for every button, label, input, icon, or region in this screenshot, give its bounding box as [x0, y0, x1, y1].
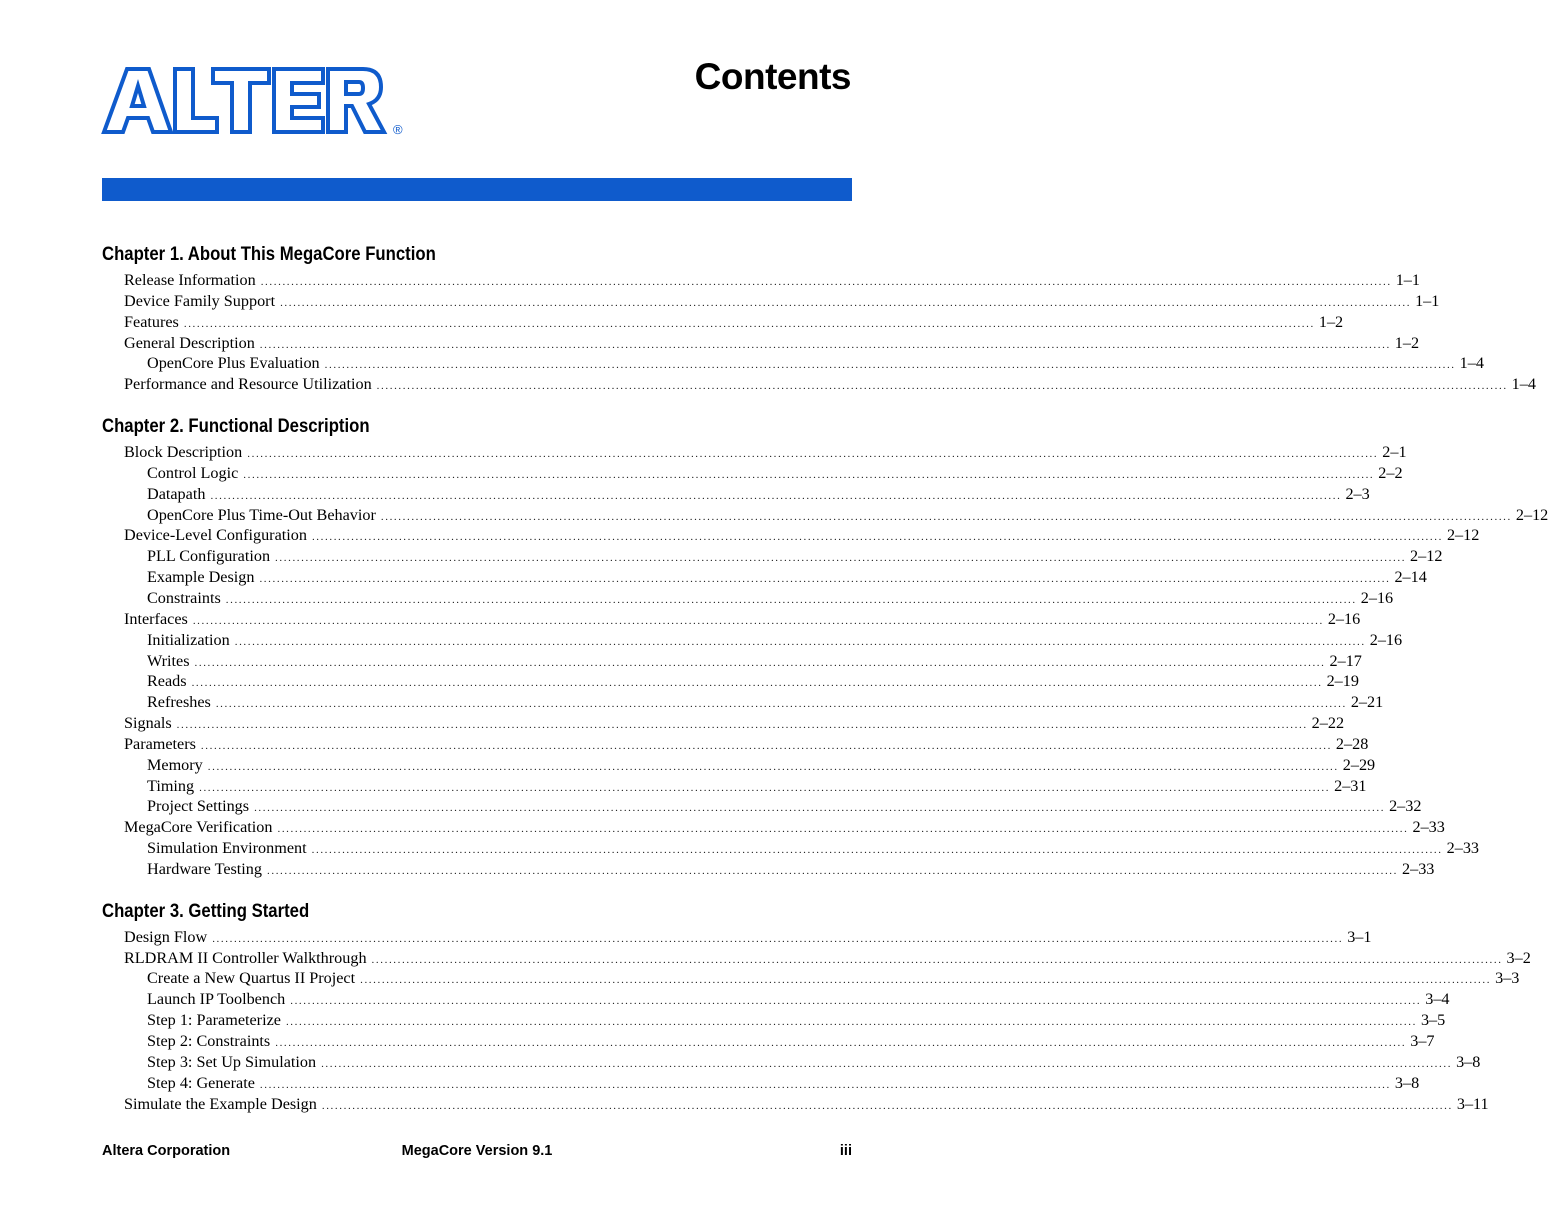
dot-leader: ....................................................................................................................................................................................................................................................................	[247, 448, 1379, 461]
toc-entry-page: 3–1	[1347, 927, 1372, 946]
toc-entry[interactable]	[102, 671, 1359, 692]
toc-entry[interactable]	[102, 270, 1420, 291]
dot-leader: ....................................................................................................................................................................................................................................................................	[275, 1037, 1407, 1049]
toc-entry[interactable]	[102, 312, 1344, 333]
toc-entry[interactable]	[102, 755, 1376, 776]
dot-leader: ....................................................................................................................................................................................................................................................................	[371, 953, 1503, 966]
toc-entry-label: Simulation Environment	[147, 839, 307, 858]
dot-leader: ....................................................................................................................................................................................................................................................................	[311, 844, 1443, 857]
toc-entry[interactable]	[102, 838, 1479, 859]
toc-entry-page: 2–32	[1389, 797, 1422, 816]
toc-entry-page: 1–1	[1415, 291, 1440, 310]
dot-leader: ....................................................................................................................................................................................................................................................................	[210, 489, 1342, 502]
toc-entry[interactable]	[102, 1052, 1481, 1073]
toc-entry-label: General Description	[124, 333, 255, 352]
toc-entry[interactable]	[102, 734, 1369, 755]
registered-mark: ®	[393, 122, 403, 137]
toc-entry-label: Control Logic	[147, 463, 239, 482]
dot-leader: ....................................................................................................................................................................................................................................................................	[192, 614, 1324, 627]
toc-entry[interactable]	[102, 817, 1445, 838]
altera-logo	[101, 66, 411, 138]
chapter-title[interactable]: Chapter 1. About This MegaCore Function	[102, 244, 436, 265]
dot-leader: ....................................................................................................................................................................................................................................................................	[290, 995, 1422, 1008]
toc-entry-page: 2–12	[1446, 526, 1480, 545]
dot-leader: ....................................................................................................................................................................................................................................................................	[285, 1016, 1417, 1029]
dot-leader: ....................................................................................................................................................................................................................................................................	[280, 296, 1412, 309]
toc-entry-page: 1–2	[1394, 333, 1420, 352]
toc-entry-label: PLL Configuration	[147, 547, 271, 566]
toc-entry-page: 2–16	[1369, 630, 1403, 649]
toc-entry[interactable]	[102, 484, 1370, 505]
toc-entry[interactable]	[102, 927, 1372, 948]
dot-leader: ....................................................................................................................................................................................................................................................................	[380, 510, 1512, 523]
toc-entry-label: Features	[124, 312, 179, 331]
dot-leader: ....................................................................................................................................................................................................................................................................	[254, 802, 1386, 815]
dot-leader: ....................................................................................................................................................................................................................................................................	[277, 823, 1409, 836]
toc-entry-label: OpenCore Plus Time-Out Behavior	[147, 505, 376, 524]
toc-entry-page: 2–14	[1394, 568, 1427, 587]
chapter-section	[102, 240, 1536, 395]
toc-entry[interactable]	[102, 353, 1484, 374]
dot-leader: ....................................................................................................................................................................................................................................................................	[267, 864, 1398, 877]
toc-entry-page: 2–12	[1410, 547, 1443, 566]
footer-version: MegaCore Version 9.1	[401, 1143, 553, 1159]
dot-leader: ....................................................................................................................................................................................................................................................................	[234, 635, 1366, 648]
toc-entry[interactable]	[102, 859, 1435, 880]
toc-entry[interactable]	[102, 968, 1520, 989]
dot-leader: ....................................................................................................................................................................................................................................................................	[260, 276, 1392, 288]
dot-leader: ....................................................................................................................................................................................................................................................................	[194, 656, 1326, 669]
toc-entry-label: Writes	[147, 651, 190, 670]
dot-leader: ....................................................................................................................................................................................................................................................................	[225, 593, 1357, 606]
toc-entry-page: 2–33	[1412, 818, 1445, 837]
toc-entry-label: Project Settings	[147, 797, 250, 816]
dot-leader: ....................................................................................................................................................................................................................................................................	[259, 1078, 1391, 1091]
toc-entry-label: Constraints	[147, 588, 221, 607]
toc-entry-page: 2–31	[1334, 776, 1367, 795]
chapter-title[interactable]: Chapter 3. Getting Started	[102, 900, 310, 922]
toc-entry-label: Create a New Quartus II Project	[147, 969, 356, 988]
toc-entry-label: Step 1: Parameterize	[147, 1011, 281, 1030]
toc-entry[interactable]	[102, 948, 1531, 969]
dot-leader: ....................................................................................................................................................................................................................................................................	[324, 359, 1456, 372]
dot-leader: ....................................................................................................................................................................................................................................................................	[243, 468, 1375, 481]
toc-entry-label: Timing	[147, 776, 195, 795]
table-of-contents	[102, 240, 1548, 1131]
toc-entry[interactable]	[102, 291, 1440, 312]
toc-entry[interactable]	[102, 546, 1443, 567]
toc-entry-page: 1–4	[1459, 354, 1484, 373]
toc-entry-page: 1–2	[1318, 312, 1344, 331]
toc-entry-label: Parameters	[124, 734, 196, 753]
toc-entry-page: 3–11	[1456, 1094, 1489, 1113]
toc-entry-page: 3–2	[1506, 948, 1531, 967]
toc-entry-label: RLDRAM II Controller Walkthrough	[124, 948, 367, 967]
toc-entry-label: Block Description	[124, 443, 243, 462]
toc-entry-page: 2–19	[1326, 672, 1359, 691]
toc-entry[interactable]	[102, 567, 1427, 588]
dot-leader: ....................................................................................................................................................................................................................................................................	[259, 573, 1391, 586]
toc-entry[interactable]	[102, 1031, 1435, 1052]
toc-entry[interactable]	[102, 796, 1422, 817]
toc-entry-page: 2–29	[1342, 755, 1376, 774]
dot-leader: ....................................................................................................................................................................................................................................................................	[275, 552, 1407, 565]
dot-leader: ....................................................................................................................................................................................................................................................................	[176, 719, 1308, 732]
toc-entry-page: 2–3	[1345, 484, 1370, 503]
toc-entry-label: Reads	[147, 672, 187, 691]
toc-entry[interactable]	[102, 374, 1536, 395]
toc-entry[interactable]	[102, 1094, 1489, 1115]
toc-entry[interactable]	[102, 713, 1345, 734]
toc-entry-page: 2–17	[1329, 651, 1362, 670]
toc-entry-page: 2–22	[1311, 714, 1345, 733]
dot-leader: ....................................................................................................................................................................................................................................................................	[212, 932, 1344, 945]
toc-entry[interactable]	[102, 692, 1384, 713]
toc-entry-page: 2–2	[1378, 463, 1403, 482]
toc-entry-label: OpenCore Plus Evaluation	[147, 354, 320, 373]
dot-leader: ....................................................................................................................................................................................................................................................................	[207, 760, 1339, 773]
altera-logo-mark	[91, 66, 384, 132]
toc-entry-label: Release Information	[124, 271, 256, 289]
page-title: Contents	[694, 56, 851, 97]
dot-leader: ....................................................................................................................................................................................................................................................................	[215, 698, 1347, 711]
toc-entry-label: Step 2: Constraints	[147, 1032, 271, 1050]
dot-leader: ....................................................................................................................................................................................................................................................................	[259, 338, 1391, 351]
toc-entry[interactable]	[102, 776, 1367, 797]
toc-entry-label: Device Family Support	[124, 291, 276, 310]
toc-entry-page: 2–1	[1382, 443, 1407, 462]
toc-entry-label: Example Design	[147, 568, 255, 587]
toc-entry-label: Design Flow	[124, 927, 208, 946]
toc-entry-page: 2–12	[1515, 505, 1548, 524]
toc-entry-page: 3–8	[1456, 1052, 1481, 1071]
toc-entry-page: 3–4	[1425, 990, 1450, 1009]
toc-entry-label: Refreshes	[147, 693, 211, 712]
toc-entry[interactable]	[102, 333, 1420, 354]
toc-entry-label: Step 3: Set Up Simulation	[147, 1052, 317, 1071]
footer-company: Altera Corporation	[102, 1143, 231, 1159]
footer-page-number: iii	[839, 1143, 852, 1159]
chapter-section	[102, 412, 1548, 880]
dot-leader: ....................................................................................................................................................................................................................................................................	[191, 677, 1323, 690]
toc-entry[interactable]	[102, 630, 1403, 651]
toc-entry-page: 2–28	[1335, 734, 1369, 753]
chapter-title[interactable]: Chapter 2. Functional Description	[102, 416, 370, 438]
dot-leader: ....................................................................................................................................................................................................................................................................	[360, 974, 1492, 987]
toc-entry-label: Initialization	[147, 630, 230, 649]
header-color-band	[102, 178, 852, 201]
toc-entry-page: 3–5	[1420, 1011, 1446, 1030]
toc-entry-page: 3–7	[1410, 1032, 1435, 1050]
toc-entry-label: Hardware Testing	[147, 859, 262, 878]
dot-leader: ....................................................................................................................................................................................................................................................................	[321, 1057, 1453, 1070]
toc-entry-page: 1–1	[1395, 271, 1420, 289]
toc-entry-page: 2–33	[1446, 839, 1479, 858]
toc-entry-label: Simulate the Example Design	[124, 1094, 317, 1113]
toc-entry-page: 3–8	[1394, 1073, 1420, 1092]
toc-entry-page: 3–3	[1495, 969, 1520, 988]
toc-entry-label: Datapath	[147, 484, 206, 503]
toc-entry[interactable]	[102, 505, 1548, 526]
toc-entry[interactable]	[102, 1073, 1420, 1094]
toc-entry-page: 2–16	[1360, 588, 1394, 607]
dot-leader: ....................................................................................................................................................................................................................................................................	[200, 739, 1332, 752]
dot-leader: ....................................................................................................................................................................................................................................................................	[199, 781, 1331, 794]
toc-entry[interactable]	[102, 609, 1361, 630]
toc-entry[interactable]	[102, 989, 1450, 1010]
toc-entry-page: 2–16	[1327, 609, 1361, 628]
toc-entry-label: Performance and Resource Utilization	[124, 375, 372, 394]
toc-entry[interactable]	[102, 525, 1480, 546]
toc-entry[interactable]	[102, 1010, 1446, 1031]
toc-entry-label: Device-Level Configuration	[124, 526, 307, 545]
chapter-section	[102, 897, 1531, 1115]
dot-leader: ....................................................................................................................................................................................................................................................................	[311, 531, 1443, 544]
toc-entry[interactable]	[102, 463, 1403, 484]
toc-entry-label: Memory	[147, 755, 203, 774]
toc-entry-label: Step 4: Generate	[147, 1073, 255, 1092]
toc-entry-page: 2–33	[1402, 859, 1435, 878]
toc-entry[interactable]	[102, 651, 1362, 672]
dot-leader: ....................................................................................................................................................................................................................................................................	[183, 317, 1315, 330]
dot-leader: ....................................................................................................................................................................................................................................................................	[321, 1099, 1453, 1112]
toc-entry-page: 1–4	[1511, 375, 1536, 394]
toc-entry-label: Signals	[124, 714, 172, 733]
toc-entry-page: 2–21	[1350, 693, 1384, 712]
toc-entry-label: Interfaces	[124, 609, 188, 628]
dot-leader: ....................................................................................................................................................................................................................................................................	[376, 380, 1508, 393]
toc-entry[interactable]	[102, 442, 1407, 463]
toc-entry-label: MegaCore Verification	[124, 818, 273, 837]
toc-entry[interactable]	[102, 588, 1394, 609]
toc-entry-label: Launch IP Toolbench	[147, 990, 286, 1009]
